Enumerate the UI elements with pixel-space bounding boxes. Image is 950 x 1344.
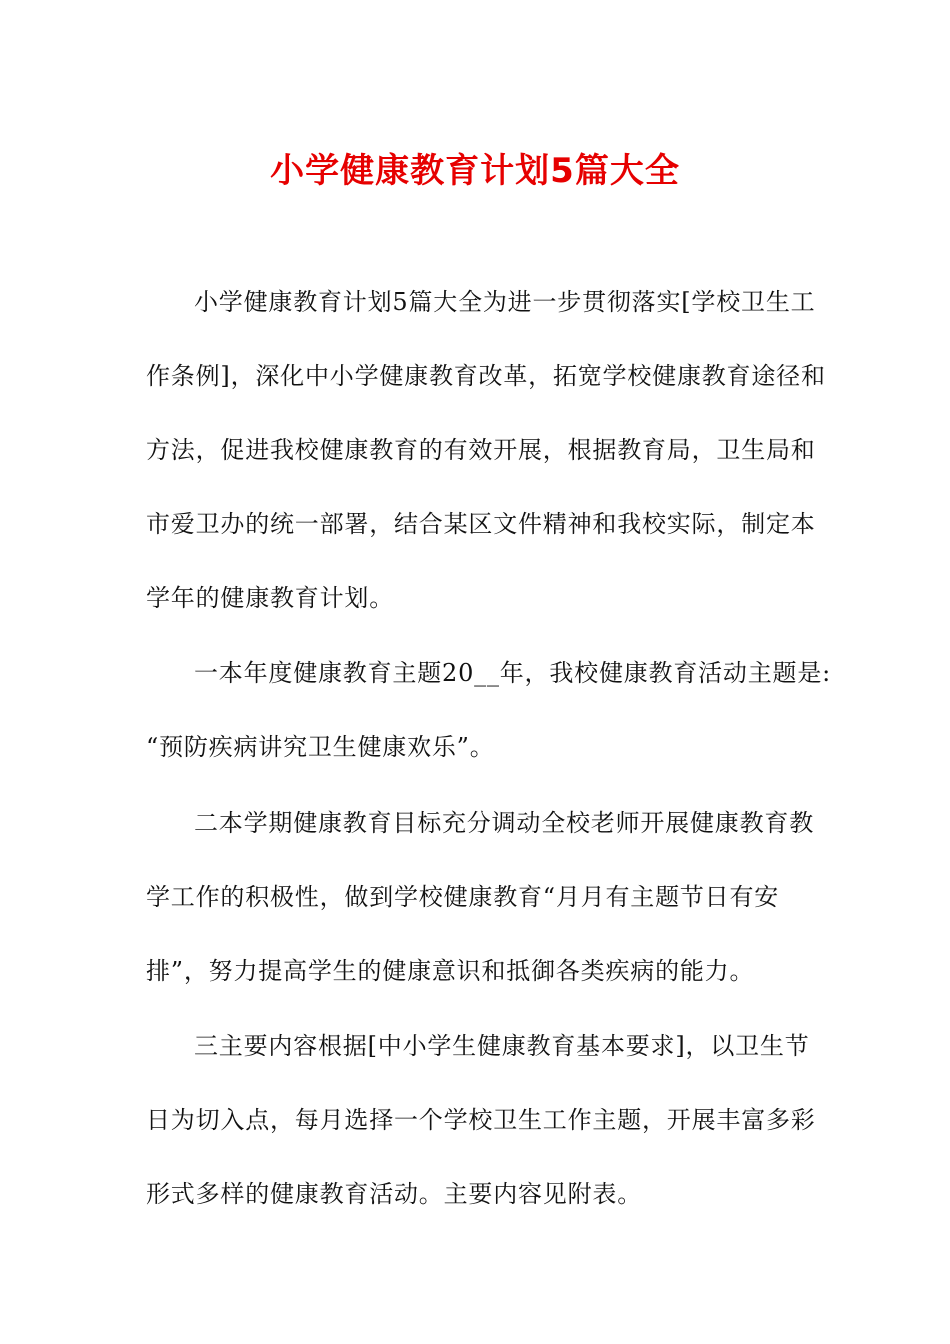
document-title: 小学健康教育计划5篇大全 (270, 151, 680, 191)
paragraph-line: 排”，努力提高学生的健康意识和抵御各类疾病的能力。 (146, 957, 755, 985)
paragraph-line: 学年的健康教育计划。 (146, 584, 394, 612)
paragraph-line: 日为切入点，每月选择一个学校卫生工作主题，开展丰富多彩 (146, 1106, 816, 1134)
paragraph-line: 市爱卫办的统一部署，结合某区文件精神和我校实际，制定本 (146, 510, 816, 538)
paragraph-line: 三主要内容根据[中小学生健康教育基本要求]，以卫生节 (194, 1032, 810, 1060)
paragraph-line: “预防疾病讲究卫生健康欢乐”。 (146, 733, 495, 761)
paragraph-line: 一本年度健康教育主题20__年，我校健康教育活动主题是: (194, 659, 832, 687)
paragraph-line: 方法，促进我校健康教育的有效开展，根据教育局，卫生局和 (146, 436, 816, 464)
paragraph-line: 形式多样的健康教育活动。主要内容见附表。 (146, 1180, 642, 1208)
paragraph-line: 二本学期健康教育目标充分调动全校老师开展健康教育教 (194, 809, 814, 837)
paragraph-line: 小学健康教育计划5篇大全为进一步贯彻落实[学校卫生工 (194, 288, 816, 316)
paragraph-line: 学工作的积极性，做到学校健康教育“月月有主题节日有安 (146, 883, 780, 911)
paragraph-line: 作条例]，深化中小学健康教育改革，拓宽学校健康教育途径和 (146, 362, 826, 390)
